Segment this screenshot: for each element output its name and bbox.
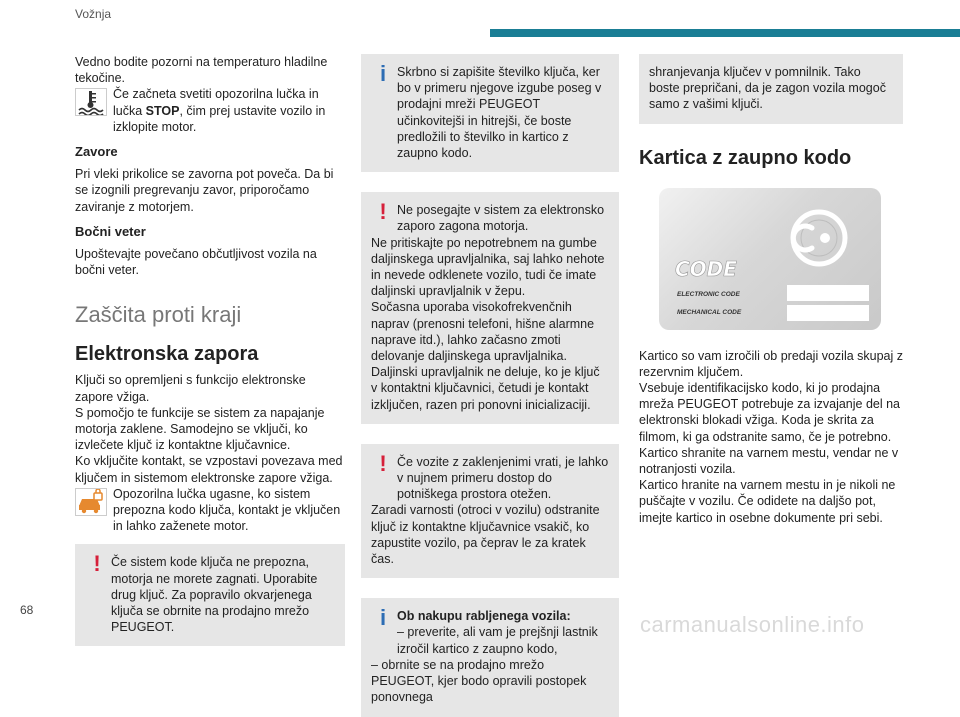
used-vehicle-info-box-continued: [639, 54, 903, 124]
immobiliser-p1: Ključi so opremljeni s funkcijo elektronske zapore vžiga.: [75, 373, 306, 404]
immobiliser-lamp-row: [75, 486, 345, 535]
crosswind-text: Upoštevajte povečano občutljivost vozila na bočni veter.: [75, 247, 317, 278]
warning-exclamation-icon: !: [379, 450, 387, 476]
used-vehicle-l2: – obrnite se na prodajno mrežo PEUGEOT, kjer bodo opravili postopek ponovnega: [371, 657, 587, 705]
theft-protection-heading: Zaščita proti kraji: [75, 302, 242, 328]
card-electronic-label: ELECTRONIC CODE: [677, 290, 740, 298]
page-number: 68: [20, 603, 34, 617]
used-vehicle-info-box: [361, 598, 619, 716]
immobiliser-lamp-text: Opozorilna lučka ugasne, ko sistem prepozna kodo ključa, kontakt je vključen in lahko zaženete motor.: [113, 486, 341, 534]
info-i-icon: i: [379, 605, 387, 631]
remote-warning-box: [361, 192, 619, 424]
warning-exclamation-icon: !: [93, 551, 101, 577]
coolant-warning-row: [75, 86, 345, 135]
brakes-text: Pri vleki prikolice se zavorna pot poveča. Da bi se izognili pregrevanju zavor, priporočamo zaviranje z motorjem.: [75, 167, 334, 214]
code-card-p2: Vsebuje identifikacijsko kodo, ki jo prodajna mreža PEUGEOT potrebuje za izvajanje del na elektronski blokadi vžiga. Koda je skrita za filmom, ki ga odstranite samo, če je potrebno.: [639, 381, 901, 444]
remote-warning-l4: Daljinski upravljalnik ne deluje, ko je ključ v kontaktni ključavnici, četudi je kontakt izključen, razen pri ponovni inicializaciji.: [371, 365, 600, 412]
coolant-warning-text: Če začneta svetiti opozorilna lučka in lučka STOP, čim prej ustavite vozilo in izklopite motor.: [113, 87, 326, 134]
code-card-p3: Kartico shranite na varnem mestu, vendar ne v notranjosti vozila.: [639, 445, 899, 477]
locked-doors-l2: Zaradi varnosti (otroci v vozilu) odstranite ključ iz kontaktne ključavnice vsakič, ko zapustite vozilo, pa čeprav le za kratek čas.: [371, 503, 600, 567]
key-number-info-box: [361, 54, 619, 172]
code-card-p4: Kartico hranite na varnem mestu in je nikoli ne puščajte v vozilu. Če odidete na daljšo pot, imejte kartico in osebne dokumente pri sebi.: [639, 478, 896, 525]
watermark: carmanualsonline.info: [640, 612, 865, 637]
warning-exclamation-icon: !: [379, 199, 387, 225]
immobiliser-p3: Ko vključite kontakt, se vzpostavi povezava med ključem in sistemom elektronske zapore vžiga.: [75, 454, 343, 485]
used-vehicle-title: Ob nakupu rabljenega vozila:: [397, 609, 571, 624]
immobiliser-warning-text: Če sistem kode ključa ne prepozna, motorja ne morete zagnati. Uporabite drug ključ. Za popravilo okvarjenega ključa se obrnite na prodajno mrežo PEUGEOT.: [111, 555, 318, 635]
code-card-image: [659, 188, 881, 330]
locked-doors-warning-box: [361, 444, 619, 578]
coolant-temperature-icon: [75, 88, 107, 116]
immobiliser-p2: S pomočjo te funkcije se sistem za napajanje motorja zaklene. Samodejno se vključi, ko izvlečete ključ iz kontaktne ključavnice.: [75, 405, 325, 453]
remote-warning-l2: Ne pritiskajte po nepotrebnem na gumbe daljinskega upravljalnika, saj lahko nehote in nevede odklenete vozilo, tudi če imate daljinski upravljalnik v žepu.: [371, 235, 605, 299]
column-3: [639, 54, 903, 526]
immobiliser-warning-lamp-icon: [75, 488, 107, 516]
crosswind-heading: Bočni veter: [75, 223, 146, 239]
info-i-icon: i: [379, 61, 387, 86]
immobiliser-warning-box: [75, 544, 345, 646]
code-card-heading: Kartica z zaupno kodo: [639, 146, 852, 169]
key-number-info-text: Skrbno si zapišite številko ključa, ker bo v primeru njegove izgube poseg v prodajni mreži PEUGEOT učinkovitejši in hitrejši, če boste predložili to številko in kartico z zaupno kodo.: [397, 65, 602, 161]
header-accent-bar: [490, 29, 960, 37]
card-mechanical-label: MECHANICAL CODE: [677, 308, 742, 316]
card-code-label: CODE: [675, 256, 737, 281]
code-card-p1: Kartico so vam izročili ob predaji vozila skupaj z rezervnim ključem.: [639, 348, 903, 379]
remote-warning-l3: Sočasna uporaba visokofrekvenčnih naprav (prenosni telefoni, hišne alarmne naprave itd.), lahko začasno zmoti delovanje daljinskega upravljalnika.: [371, 300, 595, 364]
column-1: [75, 54, 345, 666]
used-vehicle-continued-text: shranjevanja ključev v pomnilnik. Tako boste prepričani, da je zagon vozila mogoč samo z vašimi ključi.: [649, 65, 886, 112]
used-vehicle-l1: – preverite, ali vam je prejšnji lastnik izročil kartico z zaupno kodo,: [397, 625, 598, 656]
brakes-heading: Zavore: [75, 144, 118, 160]
remote-warning-l1: Ne posegajte v sistem za elektronsko zaporo zagona motorja.: [397, 203, 605, 234]
section-header: Vožnja: [75, 7, 112, 21]
coolant-intro: Vedno bodite pozorni na temperaturo hladilne tekočine.: [75, 55, 328, 86]
column-2: [361, 54, 619, 717]
locked-doors-l1: Če vozite z zaklenjenimi vrati, je lahko v nujnem primeru dostop do potniškega prostora otežen.: [397, 454, 609, 502]
immobiliser-heading: Elektronska zapora: [75, 343, 259, 366]
